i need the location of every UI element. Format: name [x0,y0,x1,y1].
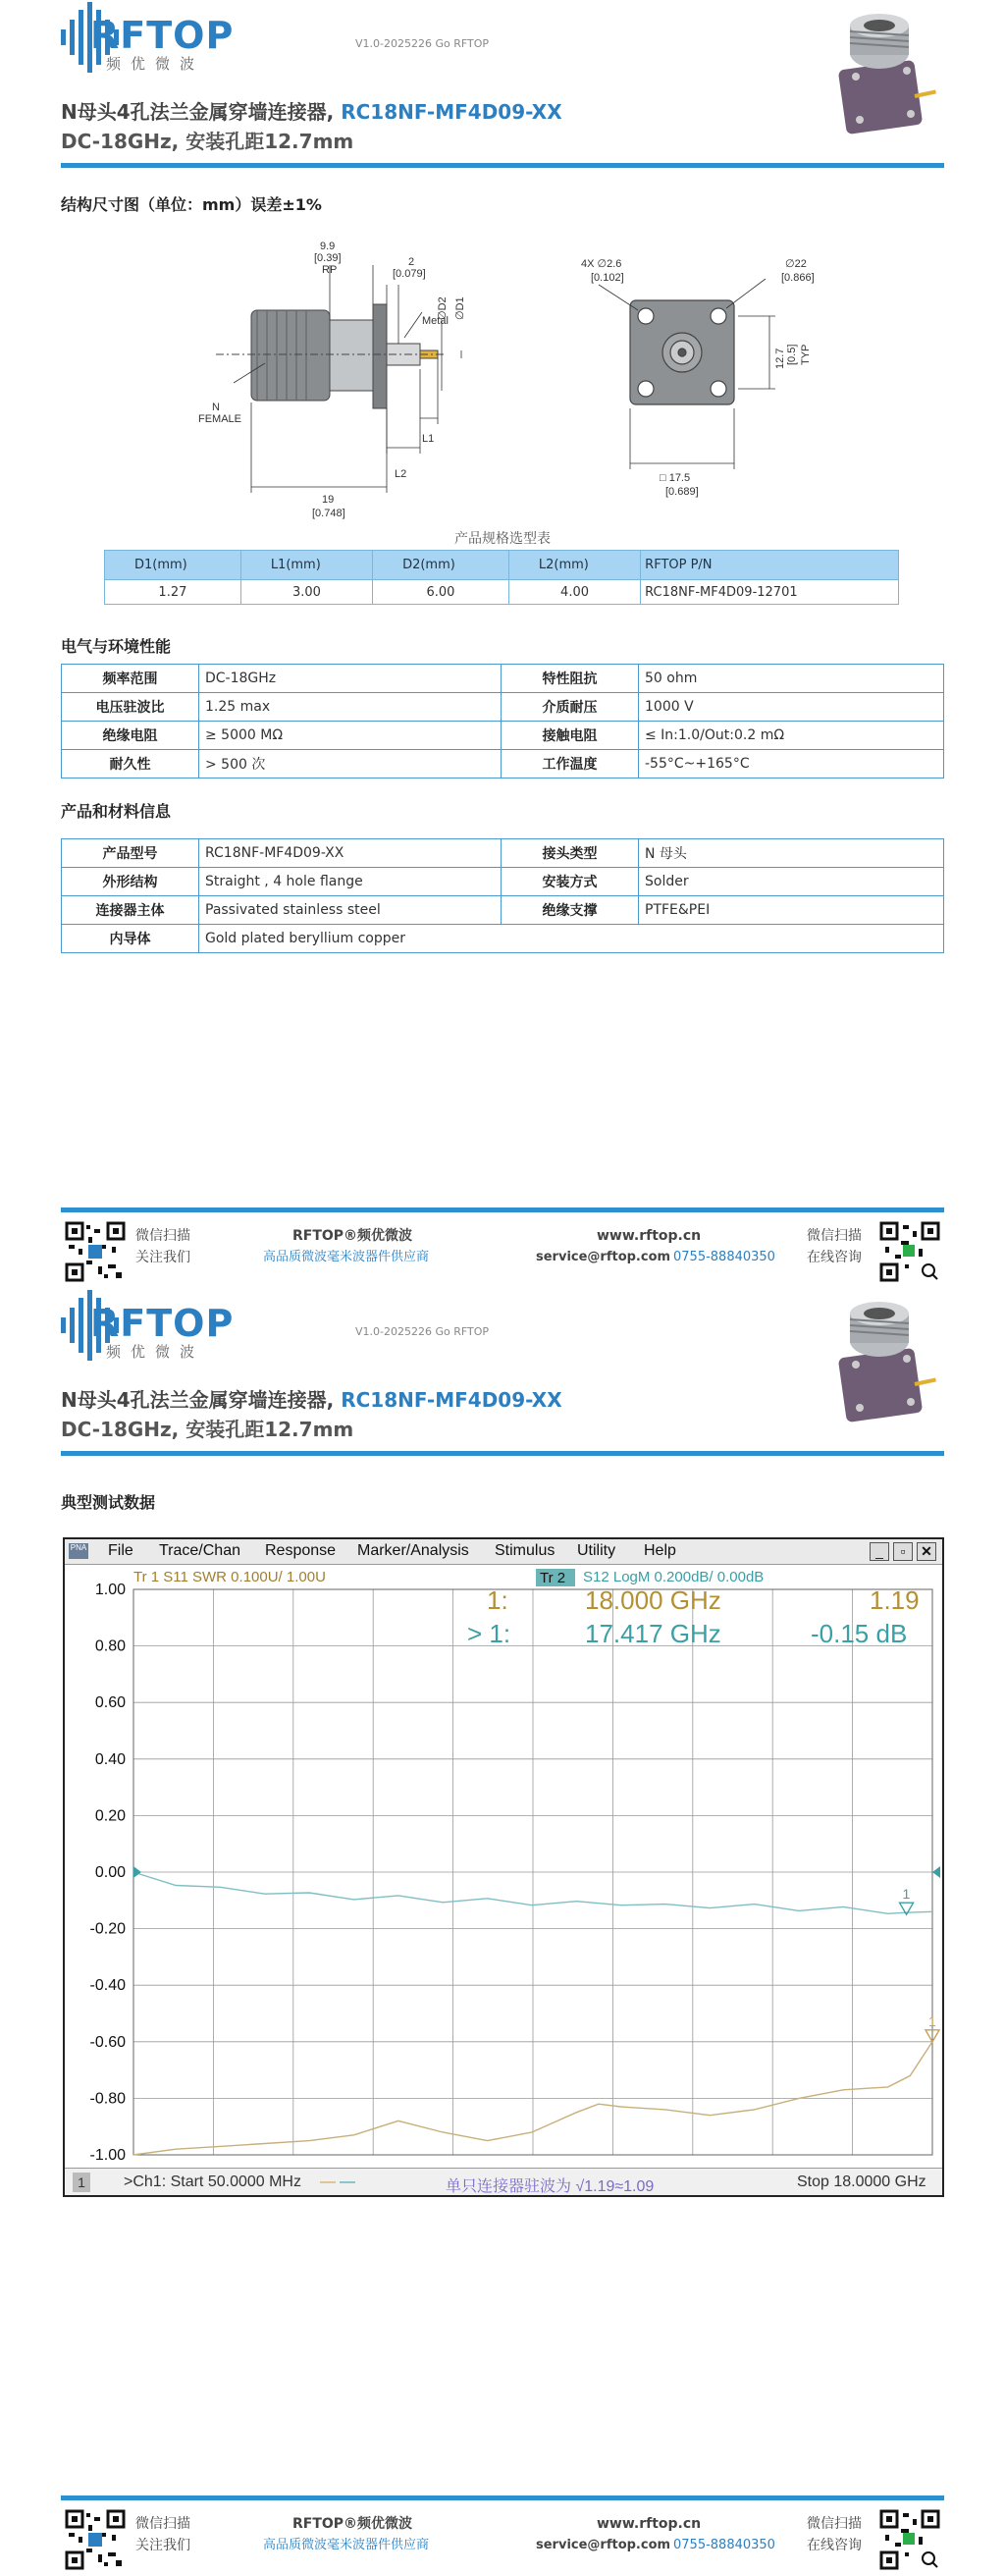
trace1-swatch-icon: — [320,2174,336,2190]
label: 电压驻波比 [62,693,199,722]
y-tick-label: 0.00 [94,1864,126,1881]
vna-screenshot [63,1537,944,2197]
y-tick-label: -0.60 [89,2033,126,2051]
marker1-label: 1: [487,1585,508,1615]
value: RC18NF-MF4D09-XX [199,839,502,868]
y-tick-label: 0.60 [94,1694,126,1712]
col-l1: L1(mm) [240,551,372,580]
channel-tag[interactable]: 1 [73,2173,90,2192]
cell: RC18NF-MF4D09-12701 [641,580,899,605]
dim-9-9: 9.9 [320,241,336,252]
dim-od1: ∅D1 [454,296,466,320]
menu-stimulus[interactable]: Stimulus [495,1542,555,1559]
label: 安装方式 [502,868,639,896]
label: 特性阻抗 [502,665,639,693]
product-title [61,1384,562,1413]
stop-freq: Stop 18.0000 GHz [797,2174,926,2190]
y-tick-label: -0.80 [89,2090,126,2108]
consult-label [807,1225,862,1268]
wechat-scan-text: 微信扫描 [135,2516,190,2532]
menu-help[interactable]: Help [644,1542,676,1559]
col-pn: RFTOP P/N [641,551,899,580]
selection-table [104,550,899,605]
table-row [62,839,944,868]
label-metal: Metal [422,315,449,327]
product-subtitle: DC-18GHz, 安装孔距12.7mm [61,130,354,153]
label: 内导体 [62,925,199,953]
logo-text: RFTOP [90,14,235,57]
dim-rp: RP [322,264,338,276]
cell: 1.27 [105,580,241,605]
email-link[interactable]: service@rftop.com [536,2538,671,2552]
section-test-title: 典型测试数据 [61,1493,156,1512]
material-table [61,838,944,953]
y-tick-label: 0.20 [94,1807,126,1825]
qr-code-icon[interactable] [879,1221,940,1282]
wechat-scan-text-2: 微信扫描 [807,2516,862,2532]
value: -55°C~+165°C [639,750,944,778]
label-n: N [212,402,220,413]
table-row [62,750,944,778]
follow-us-text: 关注我们 [135,2538,190,2553]
dim-l2: L2 [395,468,407,480]
dim-2-in: [0.079] [393,268,426,280]
wechat-scan-label [135,1225,190,1268]
menu-utility[interactable]: Utility [577,1542,616,1559]
y-tick-label: 0.40 [94,1750,126,1768]
section-drawing-title: 结构尺寸图（单位：mm）误差±1% [61,195,322,214]
label-female: FEMALE [198,413,242,425]
label: 工作温度 [502,750,639,778]
dim-22: ∅22 [785,258,807,270]
minimize-icon[interactable]: _ [870,1542,889,1561]
value: PTFE&PEI [639,896,944,925]
dim-holes: 4X ∅2.6 [581,258,622,270]
cell: 6.00 [373,580,509,605]
dim-22-in: [0.866] [781,272,815,284]
y-tick-label: -0.40 [89,1977,126,1995]
header-divider [61,163,944,168]
cell: 3.00 [240,580,372,605]
dim-typ: TYP [800,344,812,365]
menu-trace-chan[interactable]: Trace/Chan [159,1542,240,1559]
qr-code-icon[interactable] [65,2509,126,2570]
pna-icon: PNA [69,1543,88,1559]
dim-12-7-in: [0.5] [786,344,798,365]
y-tick-label: 1.00 [94,1582,126,1598]
value: Straight , 4 hole flange [199,868,502,896]
label: 绝缘支撑 [502,896,639,925]
website-link[interactable]: www.rftop.cn [597,1228,702,1244]
vna-menu-bar [65,1539,942,1565]
footer [61,1217,944,1286]
menu-response[interactable]: Response [265,1542,337,1559]
wechat-scan-text-2: 微信扫描 [807,1228,862,1244]
start-freq: >Ch1: Start 50.0000 MHz [124,2174,301,2190]
value: 1.25 max [199,693,502,722]
label: 连接器主体 [62,896,199,925]
product-subtitle: DC-18GHz, 安装孔距12.7mm [61,1418,354,1441]
version-text: V1.0-2025226 Go RFTOP [355,1325,490,1338]
table-row [62,665,944,693]
footer [61,2505,944,2574]
dim-9-9-in: [0.39] [314,252,342,264]
dim-holes-in: [0.102] [591,272,624,284]
dim-2: 2 [408,256,415,268]
logo-subtitle: 频优微波 [106,55,205,73]
wechat-scan-label [135,2513,190,2556]
brand-name: RFTOP®频优微波 [292,2516,413,2532]
table-row [62,868,944,896]
label: 外形结构 [62,868,199,896]
cell: 4.00 [508,580,640,605]
marker1-freq: 18.000 GHz [585,1585,721,1615]
email-link[interactable]: service@rftop.com [536,1250,671,1264]
value: N 母头 [639,839,944,868]
close-icon[interactable]: ✕ [917,1542,936,1561]
label: 频率范围 [62,665,199,693]
wechat-scan-text: 微信扫描 [135,1228,190,1244]
online-consult-text: 在线咨询 [807,1250,862,1265]
website-link[interactable]: www.rftop.cn [597,2516,702,2532]
value: Gold plated beryllium copper [199,925,944,953]
value: > 500 次 [199,750,502,778]
header-divider [61,1451,944,1456]
value: 1000 V [639,693,944,722]
title-prefix: N母头4孔法兰金属穿墙连接器, [61,1388,342,1412]
label: 接头类型 [502,839,639,868]
table-row [62,925,944,953]
menu-marker-analysis[interactable]: Marker/Analysis [357,1542,469,1559]
label: 产品型号 [62,839,199,868]
label: 绝缘电阻 [62,722,199,750]
version-text: V1.0-2025226 Go RFTOP [355,37,490,50]
col-l2: L2(mm) [508,551,640,580]
dim-17-5: □ 17.5 [660,472,691,484]
col-d2: D2(mm) [373,551,509,580]
selection-header-row [105,551,899,580]
trace2-label: S12 LogM 0.200dB/ 0.00dB [583,1569,765,1585]
table-row [62,896,944,925]
logo-subtitle: 频优微波 [106,1343,205,1361]
marker-number: 1 [928,2012,936,2029]
qr-code-icon[interactable] [65,1221,126,1282]
marker2-freq: 17.417 GHz [585,1619,721,1648]
y-tick-label: -0.20 [89,1920,126,1938]
label: 接触电阻 [502,722,639,750]
marker2-label: > 1: [467,1619,511,1648]
qr-code-icon[interactable] [879,2509,940,2570]
title-prefix: N母头4孔法兰金属穿墙连接器, [61,100,342,124]
y-tick-label: -1.00 [89,2147,126,2164]
product-title [61,96,562,125]
trace2-tag: Tr 2 [540,1570,566,1586]
selection-table-caption: 产品规格选型表 [454,531,551,547]
vna-status-bar [65,2168,942,2195]
logo-text: RFTOP [90,1302,235,1345]
value: Solder [639,868,944,896]
dim-19: 19 [322,494,335,506]
footer-divider [61,1208,944,1212]
swr-annotation: 单只连接器驻波为 √1.19≈1.09 [446,2178,655,2195]
brand-slogan: 高品质微波毫米波器件供应商 [263,1250,430,1264]
section-material-title: 产品和材料信息 [61,802,172,821]
brand-slogan: 高品质微波毫米波器件供应商 [263,2538,430,2552]
table-row [62,693,944,722]
table-row [62,722,944,750]
value: 50 ohm [639,665,944,693]
part-number: RC18NF-MF4D09-XX [341,1388,562,1412]
y-tick-label: 0.80 [94,1637,126,1655]
dim-12-7: 12.7 [774,348,786,369]
connector-photo [820,1302,948,1429]
marker-number: 1 [902,1886,911,1903]
dim-17-5-in: [0.689] [665,486,699,498]
value: ≤ In:1.0/Out:0.2 mΩ [639,722,944,750]
phone-number: 0755-88840350 [673,2538,775,2552]
menu-file[interactable]: File [108,1542,133,1559]
restore-icon[interactable]: ▫ [893,1542,913,1561]
part-number: RC18NF-MF4D09-XX [341,100,562,124]
vna-plot [65,1566,942,2167]
electrical-table [61,664,944,778]
dimension-drawing [186,236,834,530]
marker2-value: -0.15 dB [811,1619,908,1648]
col-d1: D1(mm) [105,551,241,580]
trace2-swatch-icon: — [340,2174,355,2190]
dim-19-in: [0.748] [312,508,345,519]
table-row [105,580,899,605]
marker1-value: 1.19 [870,1585,920,1615]
trace1-label: Tr 1 S11 SWR 0.100U/ 1.00U [133,1569,326,1585]
brand-name: RFTOP®频优微波 [292,1228,413,1244]
label: 介质耐压 [502,693,639,722]
value: DC-18GHz [199,665,502,693]
phone-number: 0755-88840350 [673,1250,775,1264]
value: ≥ 5000 MΩ [199,722,502,750]
section-electrical-title: 电气与环境性能 [61,637,172,656]
value: Passivated stainless steel [199,896,502,925]
dim-l1: L1 [422,433,435,445]
consult-label [807,2513,862,2556]
footer-divider [61,2496,944,2500]
online-consult-text: 在线咨询 [807,2538,862,2553]
dim-od2: ∅D2 [437,296,449,320]
follow-us-text: 关注我们 [135,1250,190,1265]
label: 耐久性 [62,750,199,778]
connector-photo [820,14,948,141]
